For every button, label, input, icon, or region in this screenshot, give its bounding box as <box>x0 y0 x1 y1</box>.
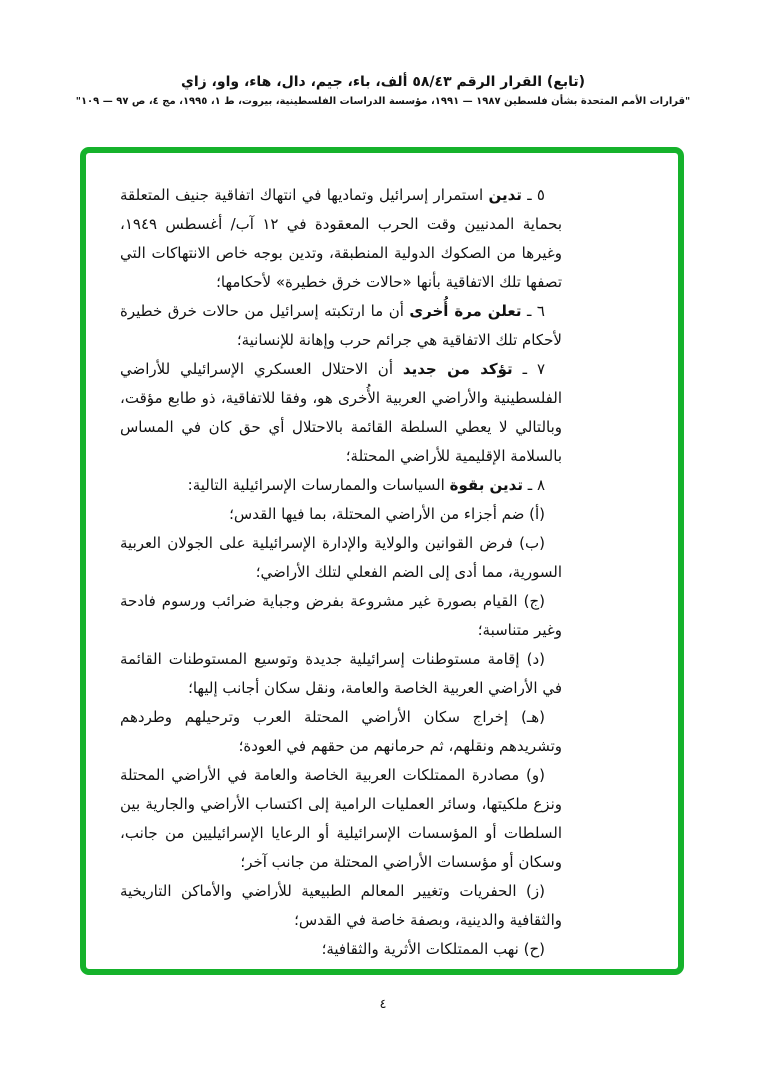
subitem-z <box>120 877 562 935</box>
subitem-marker: (و) <box>526 766 545 784</box>
subitem-text: مصادرة الممتلكات العربية الخاصة والعامة في الأراضي المحتلة ونزع ملكيتها، وسائر العمليات الرامية إلى اكتساب الأراضي والجارية بين السلطات أو المؤسسات الإسرائيلية أو الرعايا الإسرائيليين من جانب، وسكان أو مؤسسات الأراضي المحتلة من جانب آخر؛ <box>120 766 562 871</box>
paragraph-6 <box>120 297 562 355</box>
paragraph-lead: تدين بقوة <box>449 476 523 494</box>
paragraph-7 <box>120 355 562 471</box>
paragraph-number: ٥ ـ <box>527 186 545 204</box>
source-citation: "قرارات الأمم المتحدة بشأن فلسطين ١٩٨٧ — ١٩٩١، مؤسسة الدراسات الفلسطينية، بيروت، ط ١، ١٩٩٥، مج ٤، ص ٩٧ — ١٠٩" <box>75 96 691 107</box>
subitem-marker: (ب) <box>519 534 545 552</box>
paragraph-text: أن ما ارتكبته إسرائيل من حالات خرق خطيرة لأحكام تلك الاتفاقية هي جرائم حرب وإهانة للإنسانية؛ <box>120 302 562 349</box>
subitem-h <box>120 703 562 761</box>
paragraph-lead: تدين <box>488 186 522 204</box>
document-title: (تابع) القرار الرقم ٥٨/٤٣ ألف، باء، جيم، دال، هاء، واو، زاي <box>180 74 586 90</box>
subitem-text: ضم أجزاء من الأراضي المحتلة، بما فيها القدس؛ <box>229 505 525 523</box>
subitem-text: القيام بصورة غير مشروعة بفرض وجباية ضرائب ورسوم فادحة وغير متناسبة؛ <box>120 592 562 639</box>
paragraph-text: أن الاحتلال العسكري الإسرائيلي للأراضي الفلسطينية والأراضي العربية الأُخرى هو، وفقا للاتفاقية، ذو طابع مؤقت، وبالتالي لا يعطي السلطة القائمة بالاحتلال أي حق كان في المساس بالسلامة الإقليمية للأراضي المحتلة؛ <box>120 360 562 465</box>
paragraph-text: السياسات والممارسات الإسرائيلية التالية: <box>187 476 445 494</box>
subitem-marker: (ح) <box>523 940 545 958</box>
subitem-w <box>120 761 562 877</box>
subitem-marker: (د) <box>526 650 545 668</box>
subitem-text: نهب الممتلكات الأثرية والثقافية؛ <box>321 940 519 958</box>
page-number: ٤ <box>379 997 387 1012</box>
paragraph-5 <box>120 181 562 297</box>
paragraph-text: استمرار إسرائيل وتماديها في انتهاك اتفاقية جنيف المتعلقة بحماية المدنيين وقت الحرب المعقودة في ١٢ آب/ أغسطس ١٩٤٩، وغيرها من الصكوك الدولية المنطبقة، وتدين بوجه خاص الانتهاكات التي تصفها تلك الاتفاقية بأنها «حالات خرق خطيرة» لأحكامها؛ <box>120 186 563 291</box>
subitem-a <box>120 500 562 529</box>
paragraph-number: ٨ ـ <box>527 476 545 494</box>
subitem-marker: (ج) <box>523 592 545 610</box>
subitem-j <box>120 587 562 645</box>
subitem-text: فرض القوانين والولاية والإدارة الإسرائيلية على الجولان العربية السورية، مما أدى إلى الضم الفعلي لتلك الأراضي؛ <box>120 534 562 581</box>
subitem-text: إقامة مستوطنات إسرائيلية جديدة وتوسيع المستوطنات القائمة في الأراضي العربية الخاصة والعامة، ونقل سكان أجانب إليها؛ <box>120 650 562 697</box>
paragraph-lead: تؤكد من جديد <box>402 360 513 378</box>
paragraph-lead: تعلن مرة أُخرى <box>409 302 522 320</box>
paragraph-number: ٦ ـ <box>527 302 545 320</box>
resolution-body <box>120 181 562 964</box>
subitem-marker: (ز) <box>526 882 545 900</box>
subitem-b <box>120 529 562 587</box>
subitem-hh <box>120 935 562 964</box>
subitem-text: الحفريات وتغيير المعالم الطبيعية للأراضي والأماكن التاريخية والثقافية والدينية، وبصفة خاصة في القدس؛ <box>120 882 562 929</box>
page-header <box>0 74 766 107</box>
paragraph-8 <box>120 471 562 500</box>
subitem-d <box>120 645 562 703</box>
paragraph-number: ٧ ـ <box>522 360 545 378</box>
subitem-marker: (أ) <box>529 505 545 523</box>
subitem-marker: (هـ) <box>520 708 545 726</box>
subitem-text: إخراج سكان الأراضي المحتلة العرب وترحيلهم وطردهم وتشريدهم ونقلهم، ثم حرمانهم من حقهم في العودة؛ <box>120 708 562 755</box>
